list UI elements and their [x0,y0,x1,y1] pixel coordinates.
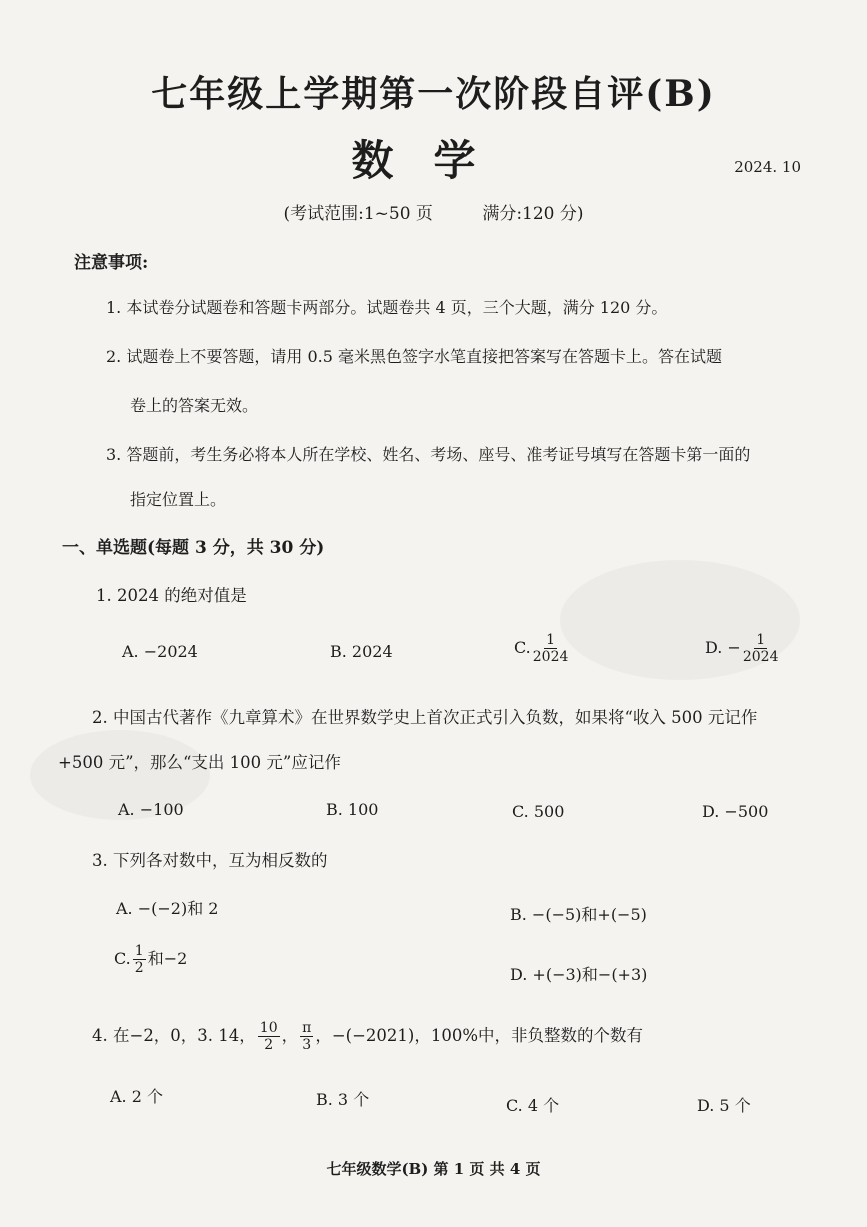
subject-title: 数学 [351,136,516,185]
question-2-stem-cont: +500 元”，那么“支出 100 元”应记作 [58,753,341,772]
question-2-stem: 2. 中国古代著作《九章算术》在世界数学史上首次正式引入负数，如果将“收入 500 元记作 [92,708,758,727]
denominator: 2024 [742,649,779,665]
question-1-stem: 1. 2024 的绝对值是 [96,586,247,605]
note-item-3: 3. 答题前，考生务必将本人所在学校、姓名、考场、座号、准考证号填写在答题卡第一面的 [106,445,751,464]
note-item-2: 2. 试题卷上不要答题，请用 0.5 毫米黑色签字水笔直接把答案写在答题卡上。答在试题 [106,347,722,366]
exam-scope [0,199,867,224]
q2-option-a: A. −100 [118,800,184,819]
denominator: 2024 [532,649,569,665]
full-score: 满分:120 分) [482,204,584,224]
numerator: π [302,1020,312,1036]
q2-option-c: C. 500 [512,802,565,821]
q4-stem-b: ， [281,1026,299,1045]
q4-option-b: B. 3 个 [316,1090,370,1109]
question-4-stem [92,1021,643,1052]
note-item-1: 1. 本试卷分试题卷和答题卡两部分。试题卷共 4 页，三个大题，满分 120 分。 [106,298,668,317]
q4-option-c: C. 4 个 [506,1096,560,1115]
fraction [533,633,569,664]
q1-option-d [705,633,780,664]
q2-option-b: B. 100 [326,800,379,819]
q1-c-label: C. [514,638,531,657]
q3-c-rest: 和−2 [147,949,188,968]
denominator: 2 [264,1037,274,1053]
q3-c-label: C. [114,949,131,968]
denominator: 3 [302,1037,312,1053]
numerator: 1 [546,632,556,648]
q3-option-b: B. −(−5)和+(−5) [510,905,647,924]
numerator: 1 [134,943,144,959]
q3-option-a: A. −(−2)和 2 [116,899,219,918]
section-heading: 一、单选题(每题 3 分，共 30 分) [62,538,325,558]
q1-d-label: D. − [705,638,741,657]
q1-option-c [514,633,570,664]
q1-option-a: A. −2024 [122,642,198,661]
note-item-2-cont: 卷上的答案无效。 [130,396,259,415]
q3-option-c [114,944,187,975]
q2-option-d: D. −500 [702,802,769,821]
fraction [300,1021,313,1052]
q4-stem-c: ，−(−2021)，100%中，非负整数的个数有 [315,1026,644,1045]
exam-date: 2024. 10 [734,158,801,176]
numerator: 1 [756,632,766,648]
page-footer: 七年级数学(B) 第 1 页 共 4 页 [326,1160,541,1178]
q3-option-d: D. +(−3)和−(+3) [510,965,648,984]
notes-heading: 注意事项: [74,253,149,273]
exam-title: 七年级上学期第一次阶段自评(B) [151,73,716,115]
numerator: 10 [259,1020,278,1036]
q1-option-b: B. 2024 [330,642,393,661]
fraction [258,1021,280,1052]
fraction [133,944,146,975]
note-item-3-cont: 指定位置上。 [130,490,227,509]
q4-option-a: A. 2 个 [110,1087,163,1106]
q4-option-d: D. 5 个 [697,1096,751,1115]
question-3-stem: 3. 下列各对数中，互为相反数的 [92,851,328,870]
denominator: 2 [134,960,144,976]
q4-stem-a: 4. 在−2，0，3. 14， [92,1026,256,1045]
exam-range: (考试范围:1~50 页 [283,204,433,224]
fraction [743,633,779,664]
